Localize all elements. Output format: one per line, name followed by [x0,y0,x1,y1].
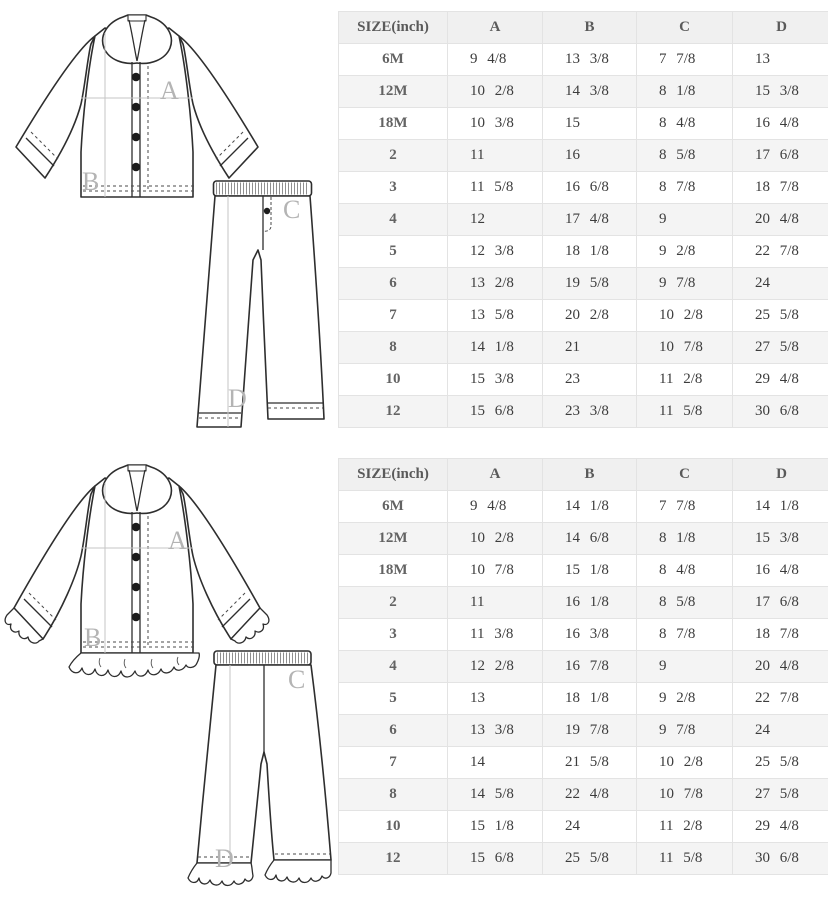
size-value-cell: 14 1/8 [733,491,828,523]
size-value-cell: 18 1/8 [543,236,637,268]
size-name-cell: 18M [339,108,448,140]
size-value-cell: 16 6/8 [543,172,637,204]
size-value-cell: 14 5/8 [448,779,543,811]
pajama-diagram-classic [0,0,340,450]
size-value-cell: 17 6/8 [733,140,828,172]
size-value-cell: 25 5/8 [733,300,828,332]
table-row [339,172,828,204]
size-value-cell: 25 5/8 [733,747,828,779]
button-dot [132,133,141,142]
table-row [339,747,828,779]
column-header: A [448,12,543,44]
measure-label-c: C [288,665,305,694]
size-value-cell: 22 4/8 [543,779,637,811]
size-table-ruffle [338,458,828,875]
size-value-cell: 8 7/8 [637,619,733,651]
table-row [339,523,828,555]
table-row [339,715,828,747]
pajama-line-art-ruffle [0,450,340,900]
table-row [339,619,828,651]
size-value-cell: 12 [448,204,543,236]
pajama-diagram-ruffle [0,450,340,900]
table-row [339,140,828,172]
size-value-cell: 7 7/8 [637,44,733,76]
button-dot [132,163,141,172]
size-value-cell: 14 3/8 [543,76,637,108]
size-value-cell: 16 7/8 [543,651,637,683]
size-value-cell: 29 4/8 [733,364,828,396]
size-name-cell: 3 [339,619,448,651]
size-name-cell: 12M [339,76,448,108]
measure-label-d: D [228,384,247,413]
size-value-cell: 16 4/8 [733,108,828,140]
table-row [339,491,828,523]
pants-body [197,196,324,427]
size-value-cell: 16 1/8 [543,587,637,619]
size-name-cell: 10 [339,364,448,396]
size-name-cell: 6 [339,715,448,747]
column-header: B [543,459,637,491]
size-name-cell: 8 [339,779,448,811]
size-value-cell: 10 2/8 [448,76,543,108]
table-row [339,236,828,268]
size-value-cell: 27 5/8 [733,779,828,811]
size-value-cell: 9 4/8 [448,44,543,76]
size-value-cell: 11 5/8 [637,843,733,875]
size-value-cell: 13 5/8 [448,300,543,332]
size-name-cell: 2 [339,140,448,172]
table-row [339,843,828,875]
size-value-cell: 10 2/8 [448,523,543,555]
size-value-cell: 20 4/8 [733,651,828,683]
size-name-cell: 8 [339,332,448,364]
size-value-cell: 18 7/8 [733,172,828,204]
collar [103,15,172,63]
size-value-cell: 24 [543,811,637,843]
size-name-cell: 18M [339,555,448,587]
table-row [339,683,828,715]
size-value-cell: 14 [448,747,543,779]
size-value-cell: 15 3/8 [448,364,543,396]
size-name-cell: 7 [339,300,448,332]
table-row [339,76,828,108]
size-value-cell: 11 2/8 [637,811,733,843]
pajama-line-art-classic [0,0,340,450]
size-value-cell: 9 [637,204,733,236]
size-value-cell: 23 [543,364,637,396]
header-row [339,459,828,491]
right-leg-ruffle [265,860,331,883]
column-header: SIZE(inch) [339,12,448,44]
fly-button-dot [264,208,270,214]
column-header: SIZE(inch) [339,459,448,491]
table-row [339,204,828,236]
table-row [339,108,828,140]
size-name-cell: 5 [339,683,448,715]
size-value-cell: 15 1/8 [543,555,637,587]
table-row [339,779,828,811]
size-value-cell: 17 4/8 [543,204,637,236]
collar-tab [128,15,146,21]
table-row [339,268,828,300]
table-row [339,364,828,396]
size-value-cell: 7 7/8 [637,491,733,523]
size-value-cell: 9 7/8 [637,715,733,747]
size-value-cell: 30 6/8 [733,396,828,428]
size-value-cell: 16 [543,140,637,172]
size-name-cell: 6M [339,44,448,76]
size-value-cell: 15 6/8 [448,396,543,428]
measure-label-b: B [84,623,101,652]
column-header: C [637,459,733,491]
size-name-cell: 4 [339,204,448,236]
size-name-cell: 5 [339,236,448,268]
size-value-cell: 9 2/8 [637,683,733,715]
column-header: C [637,12,733,44]
size-value-cell: 15 3/8 [733,76,828,108]
button-dot [132,103,141,112]
size-value-cell: 15 1/8 [448,811,543,843]
size-value-cell: 10 7/8 [637,332,733,364]
size-value-cell: 15 3/8 [733,523,828,555]
size-value-cell: 9 7/8 [637,268,733,300]
size-value-cell: 11 [448,587,543,619]
measure-label-a: A [160,76,179,105]
size-value-cell: 8 5/8 [637,587,733,619]
size-value-cell: 18 1/8 [543,683,637,715]
collar [103,465,172,513]
pants-group [197,181,324,427]
size-value-cell: 22 7/8 [733,236,828,268]
size-name-cell: 2 [339,587,448,619]
size-name-cell: 3 [339,172,448,204]
size-value-cell: 13 3/8 [543,44,637,76]
size-value-cell: 10 3/8 [448,108,543,140]
size-name-cell: 6M [339,491,448,523]
button-dot [132,523,141,532]
size-value-cell: 10 2/8 [637,747,733,779]
size-value-cell: 29 4/8 [733,811,828,843]
table-row [339,587,828,619]
column-header: D [733,12,828,44]
size-value-cell: 13 [733,44,828,76]
size-value-cell: 12 3/8 [448,236,543,268]
collar-tab [128,465,146,471]
size-value-cell: 19 7/8 [543,715,637,747]
size-name-cell: 6 [339,268,448,300]
size-value-cell: 16 3/8 [543,619,637,651]
size-value-cell: 21 5/8 [543,747,637,779]
size-value-cell: 8 4/8 [637,555,733,587]
size-value-cell: 23 3/8 [543,396,637,428]
size-name-cell: 7 [339,747,448,779]
size-name-cell: 12 [339,843,448,875]
size-name-cell: 10 [339,811,448,843]
button-dot [132,583,141,592]
size-value-cell: 10 2/8 [637,300,733,332]
size-value-cell: 15 6/8 [448,843,543,875]
size-value-cell: 8 7/8 [637,172,733,204]
size-value-cell: 27 5/8 [733,332,828,364]
size-value-cell: 30 6/8 [733,843,828,875]
size-value-cell: 11 5/8 [448,172,543,204]
table-row [339,651,828,683]
header-row [339,12,828,44]
size-value-cell: 9 4/8 [448,491,543,523]
table-row [339,300,828,332]
size-value-cell: 9 2/8 [637,236,733,268]
size-value-cell: 14 1/8 [543,491,637,523]
size-value-cell: 11 3/8 [448,619,543,651]
size-name-cell: 12 [339,396,448,428]
size-value-cell: 13 2/8 [448,268,543,300]
size-value-cell: 19 5/8 [543,268,637,300]
size-value-cell: 18 7/8 [733,619,828,651]
size-value-cell: 10 7/8 [448,555,543,587]
size-value-cell: 11 2/8 [637,364,733,396]
size-value-cell: 12 2/8 [448,651,543,683]
size-value-cell: 20 2/8 [543,300,637,332]
size-value-cell: 10 7/8 [637,779,733,811]
size-value-cell: 17 6/8 [733,587,828,619]
table-row [339,44,828,76]
size-value-cell: 8 5/8 [637,140,733,172]
table-row [339,396,828,428]
size-value-cell: 21 [543,332,637,364]
size-value-cell: 13 [448,683,543,715]
size-value-cell: 24 [733,715,828,747]
size-value-cell: 15 [543,108,637,140]
button-dot [132,73,141,82]
size-value-cell: 14 1/8 [448,332,543,364]
measure-label-d: D [215,844,234,873]
button-dot [132,553,141,562]
size-value-cell: 20 4/8 [733,204,828,236]
size-name-cell: 4 [339,651,448,683]
size-name-cell: 12M [339,523,448,555]
measure-label-c: C [283,195,300,224]
size-value-cell: 22 7/8 [733,683,828,715]
column-header: D [733,459,828,491]
button-dot [132,613,141,622]
pants-group [188,651,331,886]
column-header: B [543,12,637,44]
table-row [339,332,828,364]
measure-label-a: A [168,526,187,555]
size-value-cell: 11 [448,140,543,172]
table-row [339,555,828,587]
size-value-cell: 8 4/8 [637,108,733,140]
table-row [339,811,828,843]
size-table-classic [338,11,828,428]
hem-ruffle [69,653,199,677]
size-value-cell: 11 5/8 [637,396,733,428]
size-value-cell: 8 1/8 [637,76,733,108]
shirt-group [5,465,269,677]
size-value-cell: 24 [733,268,828,300]
measure-label-b: B [82,167,99,196]
size-value-cell: 13 3/8 [448,715,543,747]
size-value-cell: 16 4/8 [733,555,828,587]
size-value-cell: 25 5/8 [543,843,637,875]
column-header: A [448,459,543,491]
size-value-cell: 8 1/8 [637,523,733,555]
size-value-cell: 9 [637,651,733,683]
size-value-cell: 14 6/8 [543,523,637,555]
